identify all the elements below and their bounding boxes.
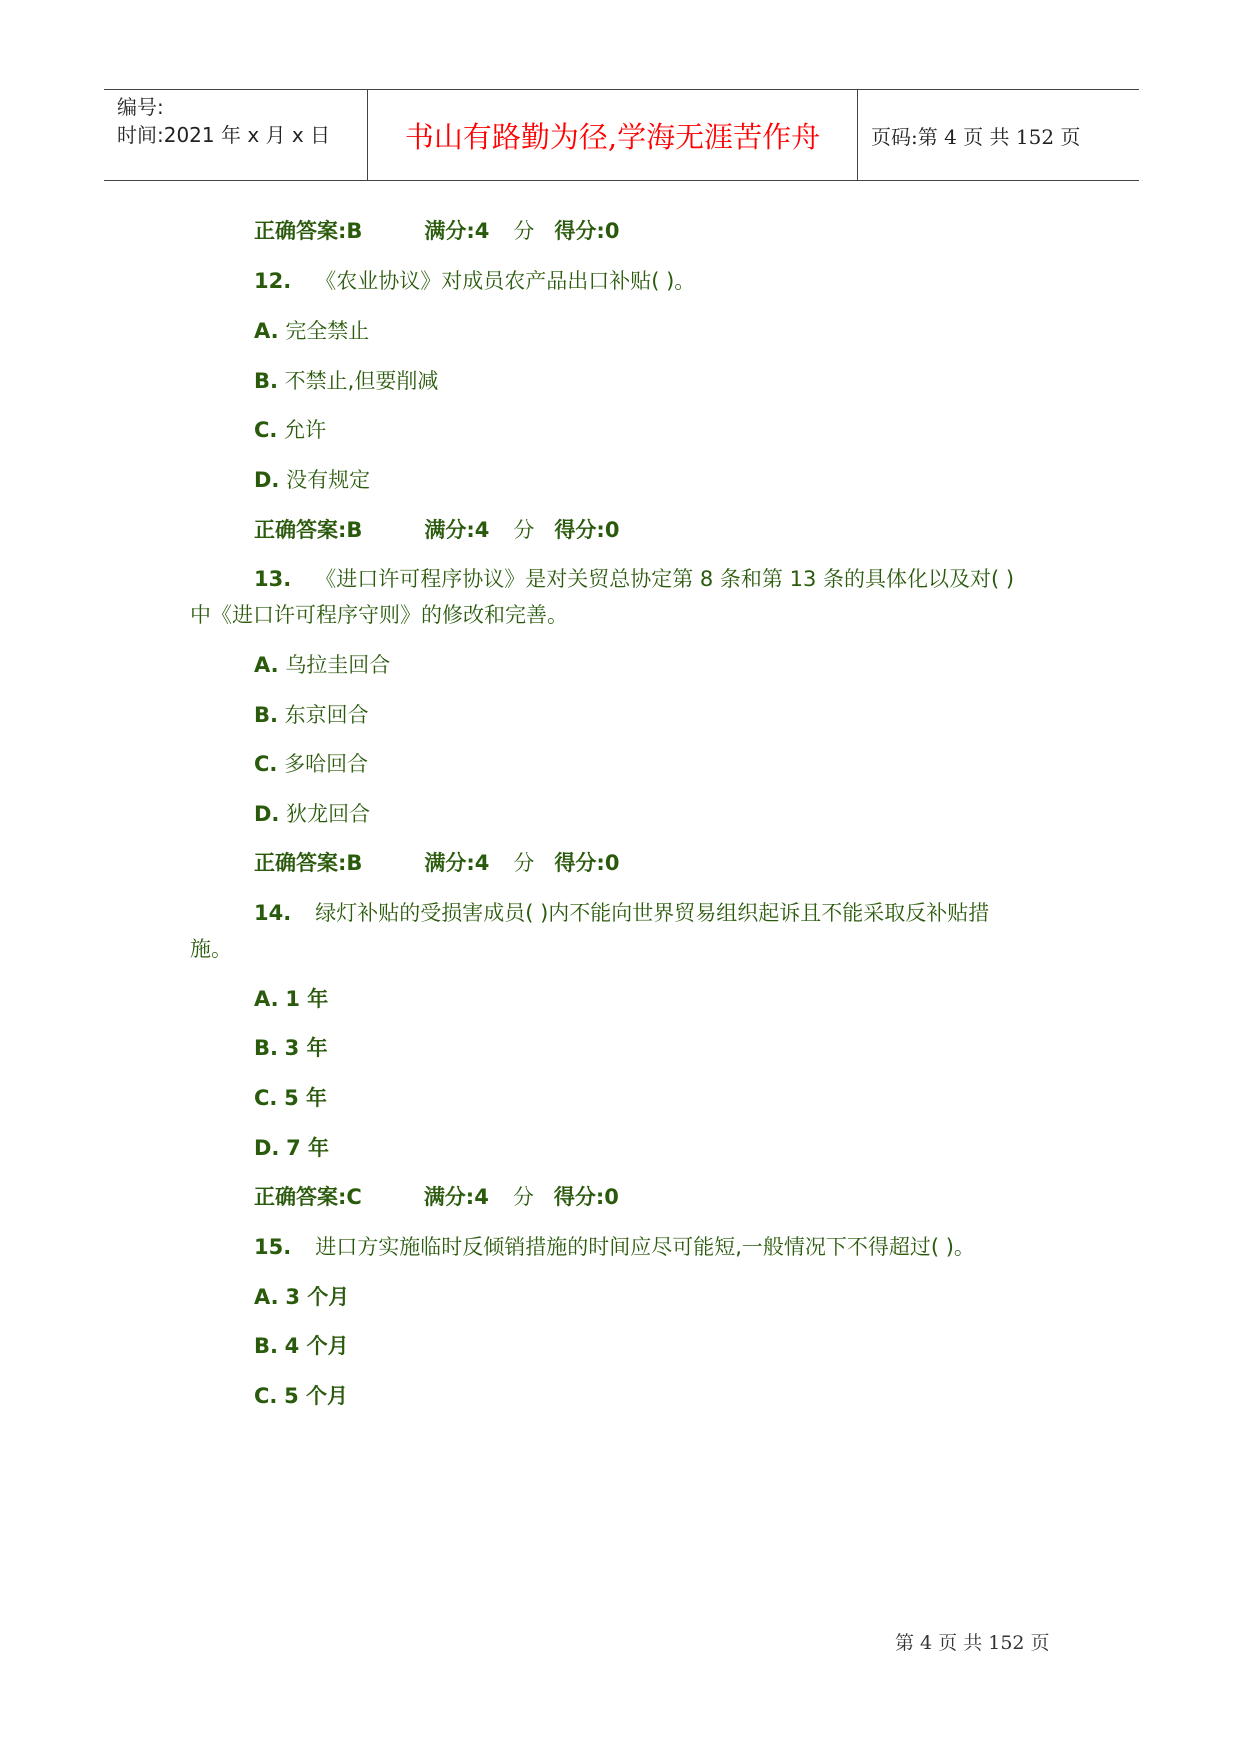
option-a: A. 1 年: [254, 987, 329, 1011]
answer-row: 正确答案:B 满分:4 分 得分:0: [254, 219, 620, 243]
answer-row: 正确答案:B 满分:4 分 得分:0: [254, 851, 620, 875]
option-a: A. 乌拉圭回合: [254, 653, 391, 677]
page-header: [104, 89, 1139, 181]
question-14-cont: 施。: [190, 937, 232, 961]
option-b: B. 东京回合: [254, 703, 369, 727]
option-c: C. 多哈回合: [254, 752, 369, 776]
option-c: C. 5 年: [254, 1086, 328, 1110]
option-b: B. 4 个月: [254, 1334, 349, 1358]
question-12: 12. 《农业协议》对成员农产品出口补贴( )。: [254, 269, 696, 293]
question-14: 14. 绿灯补贴的受损害成员( )内不能向世界贸易组织起诉且不能采取反补贴措: [254, 901, 990, 925]
page-code: 页码:第 4 页 共 152 页: [871, 124, 1081, 149]
question-13-cont: 中《进口许可程序守则》的修改和完善。: [190, 603, 568, 627]
option-c: C. 5 个月: [254, 1384, 349, 1408]
option-a: A. 完全禁止: [254, 319, 370, 343]
answer-row: 正确答案:C 满分:4 分 得分:0: [254, 1185, 619, 1209]
question-15: 15. 进口方实施临时反倾销措施的时间应尽可能短,一般情况下不得超过( )。: [254, 1235, 975, 1259]
motto: 书山有路勤为径,学海无涯苦作舟: [368, 90, 858, 180]
option-d: D. 狄龙回合: [254, 802, 371, 826]
option-b: B. 3 年: [254, 1036, 328, 1060]
answer-row: 正确答案:B 满分:4 分 得分:0: [254, 518, 620, 542]
option-d: D. 7 年: [254, 1136, 330, 1160]
option-a: A. 3 个月: [254, 1285, 350, 1309]
option-c: C. 允许: [254, 418, 327, 442]
page-footer: 第 4 页 共 152 页: [895, 1632, 1050, 1654]
option-d: D. 没有规定: [254, 468, 371, 492]
time-label: 时间:2021 年 x 月 x 日: [117, 123, 331, 147]
question-13: 13. 《进口许可程序协议》是对关贸总协定第 8 条和第 13 条的具体化以及对( ): [254, 567, 1015, 591]
option-b: B. 不禁止,但要削减: [254, 369, 439, 393]
number-label: 编号:: [117, 95, 164, 119]
header-meta: [104, 90, 368, 180]
